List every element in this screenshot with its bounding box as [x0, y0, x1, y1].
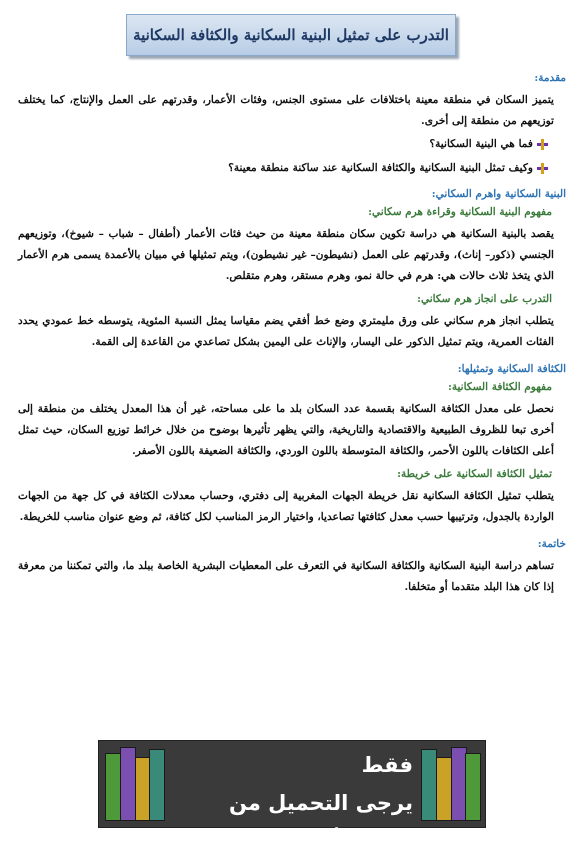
download-notice-banner [98, 715, 486, 853]
question-item [18, 134, 548, 154]
banner-line-2: يرجى التحميل من الرابط أسفله [228, 791, 413, 853]
question-item [18, 158, 548, 178]
books-icon [421, 747, 479, 821]
subsection-heading: التدرب على انجاز هرم سكاني: [417, 293, 552, 305]
cross-bullet-icon [537, 163, 548, 174]
conclusion-paragraph: تساهم دراسة البنية السكانية والكثافة السكانية في التعرف على المعطيات البشرية الخاصة ببلد ما، والتي تمكننا من معرفة إذا كان هذا البلد متقدما أو متخلفا. [18, 560, 554, 593]
paragraph: يتطلب انجاز هرم سكاني على ورق مليمتري وضع خط أفقي يضم مقياسا يمثل النسبة المئوية، يتوسطه خط عمودي يحدد الفئات العمرية، ويتم تمثيل الذكور على اليسار، والإناث على اليمين بشكل تصاعدي من القاعدة إلى القمة. [18, 315, 554, 348]
section-heading: البنية السكانية واهرم السكاني: [431, 188, 566, 200]
subsection-heading: مفهوم الكثافة السكانية: [447, 381, 552, 393]
page-title: التدرب على تمثيل البنية السكانية والكثافة السكانية [126, 14, 456, 56]
cross-bullet-icon [537, 139, 548, 150]
paragraph: نحصل على معدل الكثافة السكانية بقسمة عدد السكان بلد ما على مساحته، غير أن هذا المعدل يختلف من منطقة إلى أخرى تبعا للظروف الطبيعية والاقتصادية والتاريخية، والتي يظهر تأثيرها بوضوح من خلال خرائط توزيع السكان، حيث تمثل أعلى الكثافات باللون الأحمر، والكثافة المتوسطة باللون الوردي، والكثافة الضعيفة باللون الأصفر. [18, 403, 554, 457]
banner-line-1: هذه صورة توضيحية فقط [214, 715, 413, 777]
paragraph: يتطلب تمثيل الكثافة السكانية نقل خريطة الجهات المغربية إلى دفتري، وحساب معدلات الكثافة في كل جهة من الجهات الواردة بالجدول، وترتيبها حسب معدل كثافتها تصاعديا، واختيار الرمز المناسب لكل كثافة، ثم وضع عنوان مناسب للخريطة. [18, 490, 554, 523]
intro-paragraph: يتميز السكان في منطقة معينة باختلافات على مستوى الجنس، وفئات الأعمار، وقدرتهم على العمل والإنتاج، كما يختلف توزيعهم من منطقة إلى أخرى. [18, 94, 554, 127]
document-body [18, 62, 566, 598]
subsection-heading: تمثيل الكثافة السكانية على خريطة: [397, 468, 552, 480]
question-text: فما هي البنية السكانية؟ [429, 138, 533, 150]
conclusion-heading: خاتمة: [537, 538, 566, 550]
books-icon [105, 747, 163, 821]
paragraph: يقصد بالبنية السكانية هي دراسة تكوين سكان منطقة معينة من حيث فئات الأعمار (أطفال – شباب – شيوخ)، وتوزيعهم الجنسي (ذكور– إناث)، وقدرتهم على العمل (نشيطون– غير نشيطون)، ويتم تمثيلها في مبيان بالأعمدة يسمى هرم الأعمار الذي يتخذ ثلاث حالات هي: هرم في حالة نمو، وهرم مستقر، وهرم متقلص. [18, 228, 554, 282]
intro-heading: مقدمة: [534, 72, 566, 84]
subsection-heading: مفهوم البنية السكانية وقراءة هرم سكاني: [368, 206, 552, 218]
question-text: وكيف تمثل البنية السكانية والكثافة السكانية عند ساكنة منطقة معينة؟ [228, 162, 533, 174]
section-heading: الكثافة السكانية وتمثيلها: [457, 363, 566, 375]
